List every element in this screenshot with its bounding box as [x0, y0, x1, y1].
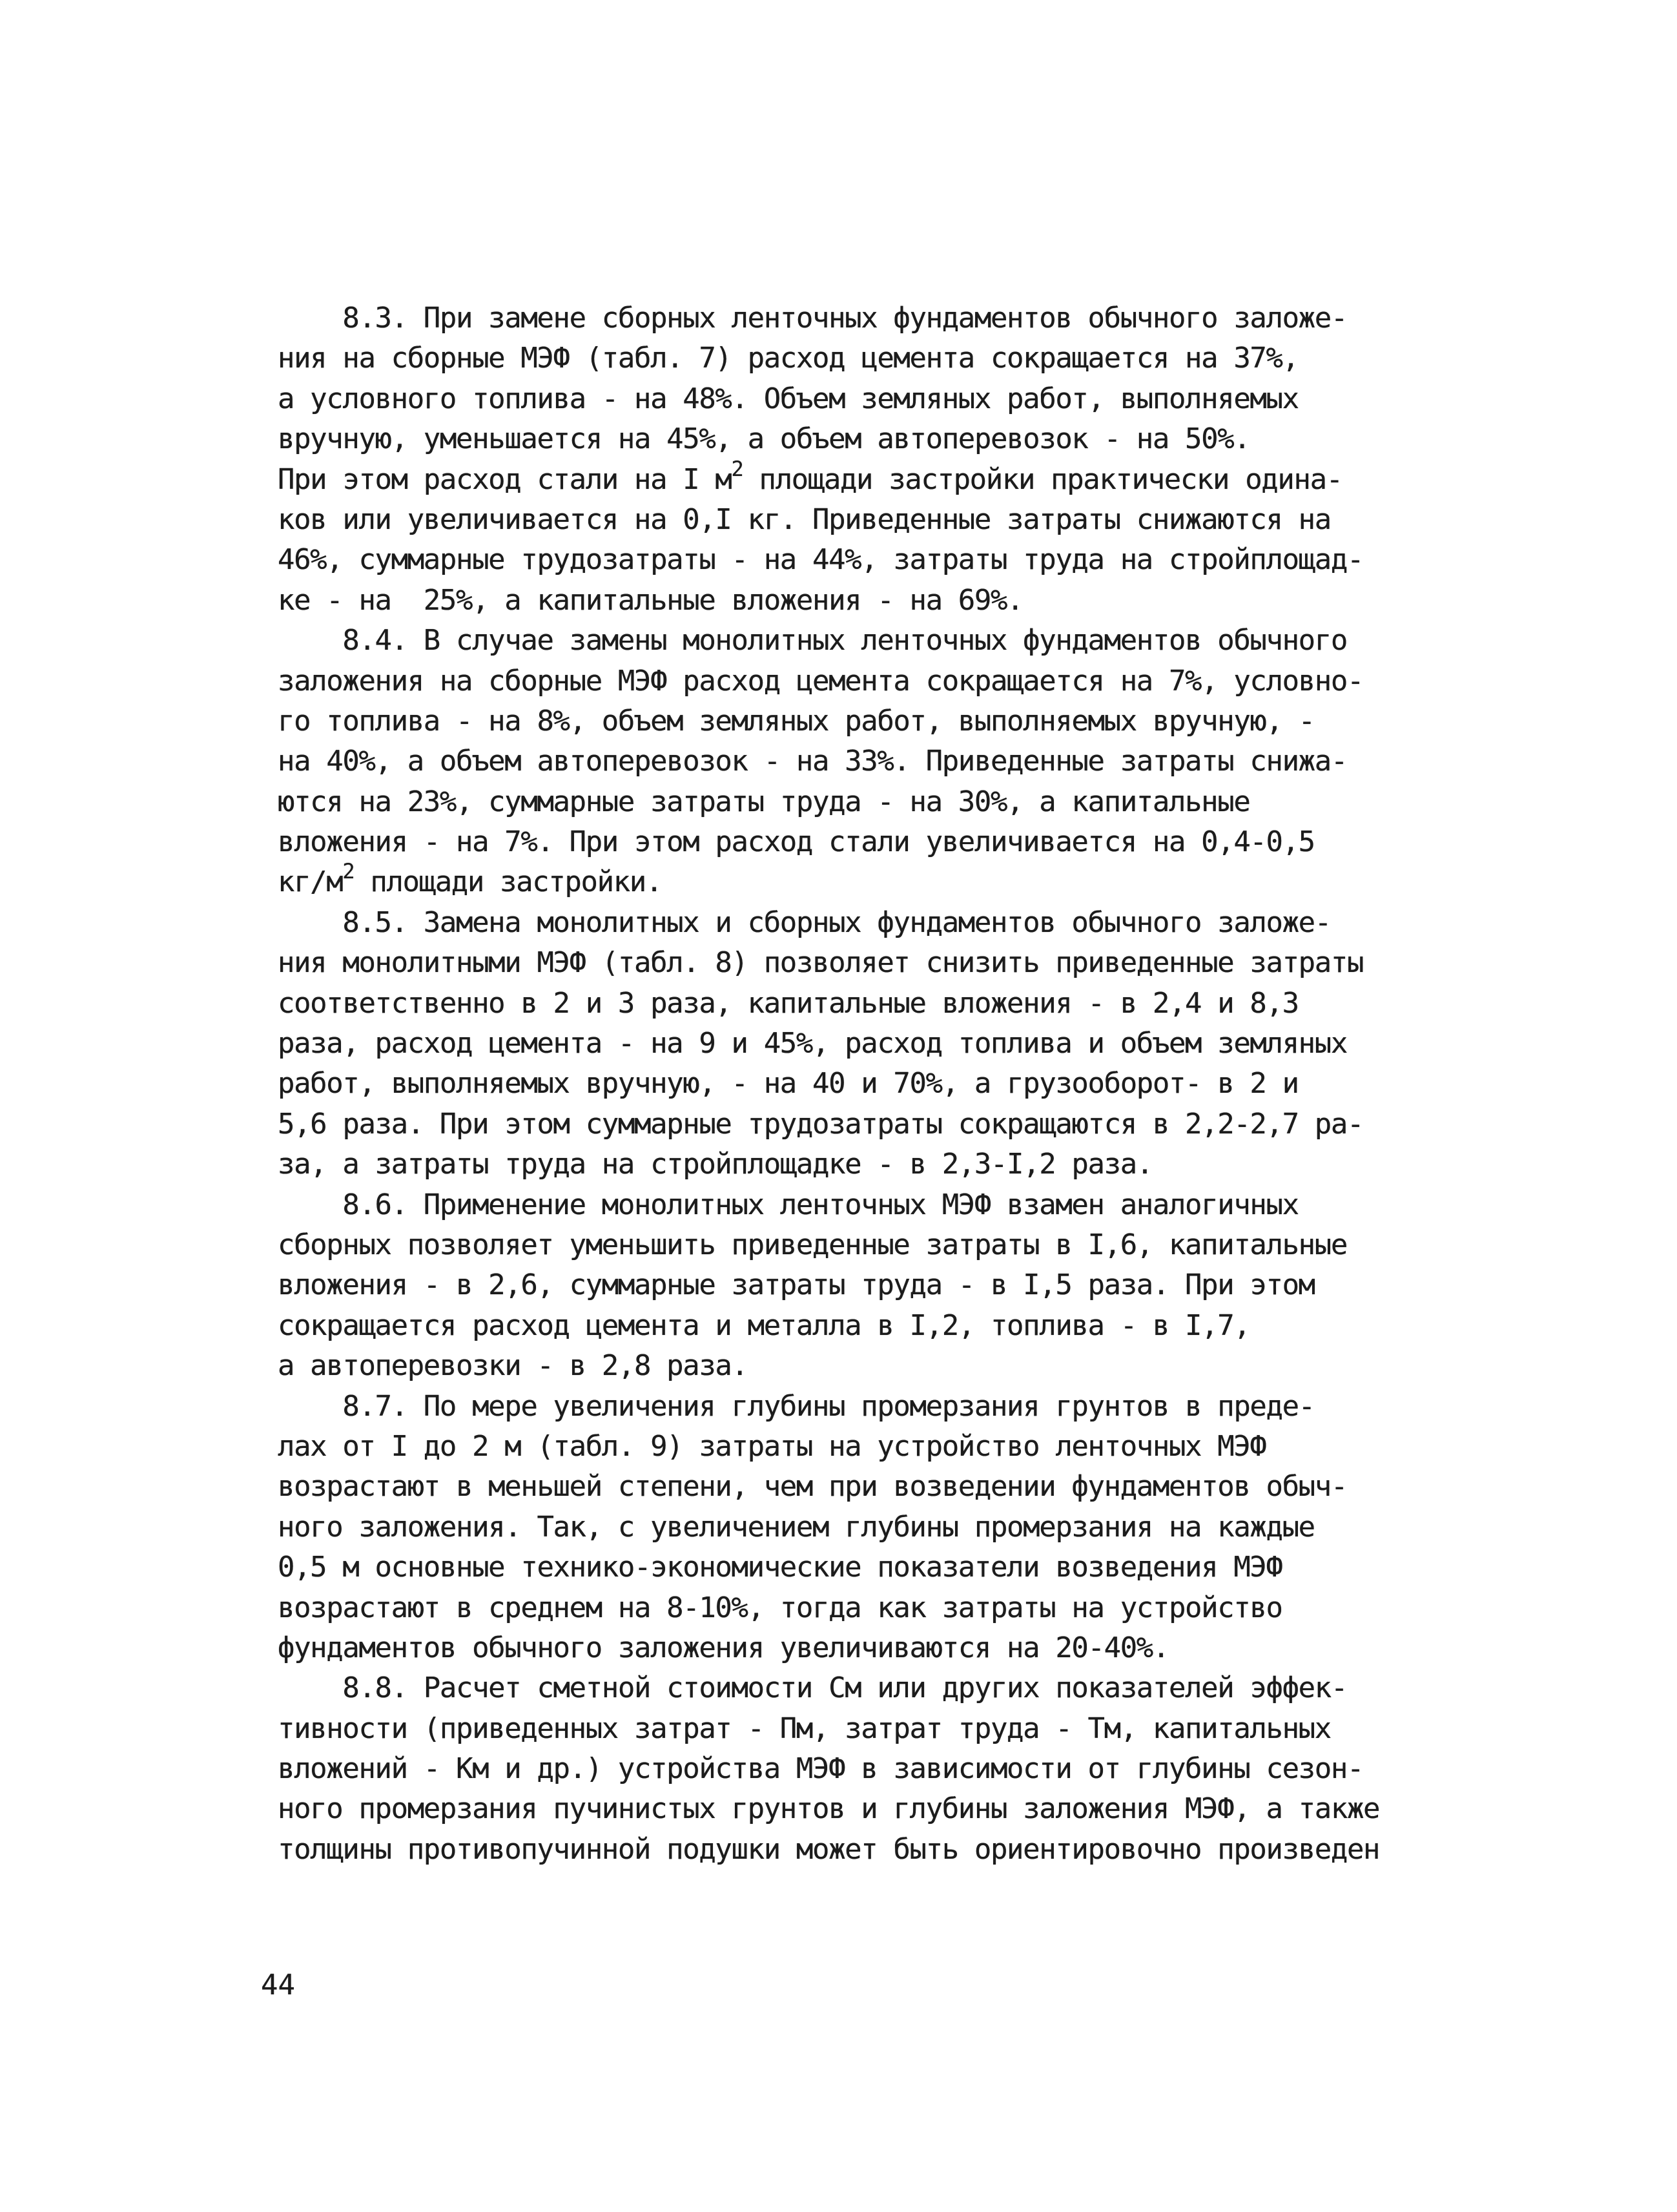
- text-line: го топлива - на 8%, объем земляных работ, выполняемых вручную, -: [278, 704, 1315, 738]
- text-line: раза, расход цемента - на 9 и 45%, расход топлива и объем земляных: [278, 1027, 1347, 1060]
- text-line: на 40%, а объем автоперевозок - на 33%. Приведенные затраты снижа-: [278, 745, 1347, 778]
- text-line: лах от I до 2 м (табл. 9) затраты на устройство ленточных МЭФ: [278, 1429, 1266, 1463]
- text-line: 5,6 раза. При этом суммарные трудозатраты сокращаются в 2,2-2,7 ра-: [278, 1107, 1364, 1141]
- text-line: 8.7. По мере увеличения глубины промерзания грунтов в преде-: [278, 1389, 1315, 1423]
- text-line: сокращается расход цемента и металла в I,2, топлива - в I,7,: [278, 1308, 1250, 1342]
- text-fragment: При этом расход стали на I м: [278, 462, 732, 496]
- text-line: 46%, суммарные трудозатраты - на 44%, затраты труда на стройплощад-: [278, 543, 1364, 577]
- superscript: 2: [731, 456, 743, 481]
- text-line: 8.3. При замене сборных ленточных фундаментов обычного заложе-: [278, 302, 1347, 335]
- text-line: 8.6. Применение монолитных ленточных МЭФ взамен аналогичных: [278, 1188, 1299, 1221]
- text-line: а условного топлива - на 48%. Объем земляных работ, выполняемых: [278, 382, 1299, 415]
- text-line: ков или увеличивается на 0,I кг. Приведенные затраты снижаются на: [278, 502, 1331, 536]
- superscript: 2: [342, 859, 355, 884]
- text-line: ния монолитными МЭФ (табл. 8) позволяет снизить приведенные затраты: [278, 946, 1364, 980]
- text-line: возрастают в меньшей степени, чем при возведении фундаментов обыч-: [278, 1470, 1347, 1504]
- text-line: вложений - Км и др.) устройства МЭФ в зависимости от глубины сезон-: [278, 1752, 1364, 1786]
- body-text: [278, 298, 1440, 1870]
- page-number: 44: [261, 1969, 295, 2001]
- text-line: 8.4. В случае замены монолитных ленточных фундаментов обычного: [278, 624, 1347, 657]
- text-line: соответственно в 2 и 3 раза, капитальные вложения - в 2,4 и 8,3: [278, 986, 1299, 1020]
- text-line: 8.8. Расчет сметной стоимости См или других показателей эффек-: [278, 1671, 1347, 1705]
- text-line: ке - на 25%, а капитальные вложения - на 69%.: [278, 583, 1024, 617]
- text-line: сборных позволяет уменьшить приведенные затраты в I,6, капитальные: [278, 1228, 1347, 1261]
- text-line: фундаментов обычного заложения увеличиваются на 20-40%.: [278, 1631, 1169, 1664]
- text-line: [278, 859, 1440, 902]
- text-fragment: площади застройки.: [354, 865, 662, 899]
- text-line: 0,5 м основные технико-экономические показатели возведения МЭФ: [278, 1551, 1282, 1584]
- text-line: за, а затраты труда на стройплощадке - в 2,3-I,2 раза.: [278, 1148, 1153, 1181]
- text-line: вложения - в 2,6, суммарные затраты труда - в I,5 раза. При этом: [278, 1268, 1315, 1302]
- text-fragment: кг/м: [278, 865, 343, 899]
- text-line: вручную, уменьшается на 45%, а объем автоперевозок - на 50%.: [278, 422, 1250, 456]
- text-fragment: площади застройки практически одина-: [743, 462, 1343, 496]
- text-line: а автоперевозки - в 2,8 раза.: [278, 1349, 748, 1383]
- text-line: работ, выполняемых вручную, - на 40 и 70%, а грузооборот- в 2 и: [278, 1067, 1299, 1101]
- text-line: тивности (приведенных затрат - Пм, затрат труда - Тм, капитальных: [278, 1711, 1331, 1745]
- text-line: 8.5. Замена монолитных и сборных фундаментов обычного заложе-: [278, 905, 1331, 939]
- text-line: вложения - на 7%. При этом расход стали увеличивается на 0,4-0,5: [278, 825, 1315, 859]
- text-line: возрастают в среднем на 8-10%, тогда как затраты на устройство: [278, 1591, 1282, 1624]
- text-line: ного промерзания пучинистых грунтов и глубины заложения МЭФ, а также: [278, 1792, 1380, 1826]
- text-line: ются на 23%, суммарные затраты труда - на 30%, а капитальные: [278, 785, 1250, 818]
- text-line: ния на сборные МЭФ (табл. 7) расход цемента сокращается на 37%,: [278, 342, 1299, 375]
- text-line: [278, 456, 1440, 500]
- text-line: ного заложения. Так, с увеличением глубины промерзания на каждые: [278, 1510, 1315, 1544]
- text-line: толщины противопучинной подушки может быть ориентировочно произведен: [278, 1832, 1380, 1866]
- text-line: заложения на сборные МЭФ расход цемента сокращается на 7%, условно-: [278, 664, 1364, 698]
